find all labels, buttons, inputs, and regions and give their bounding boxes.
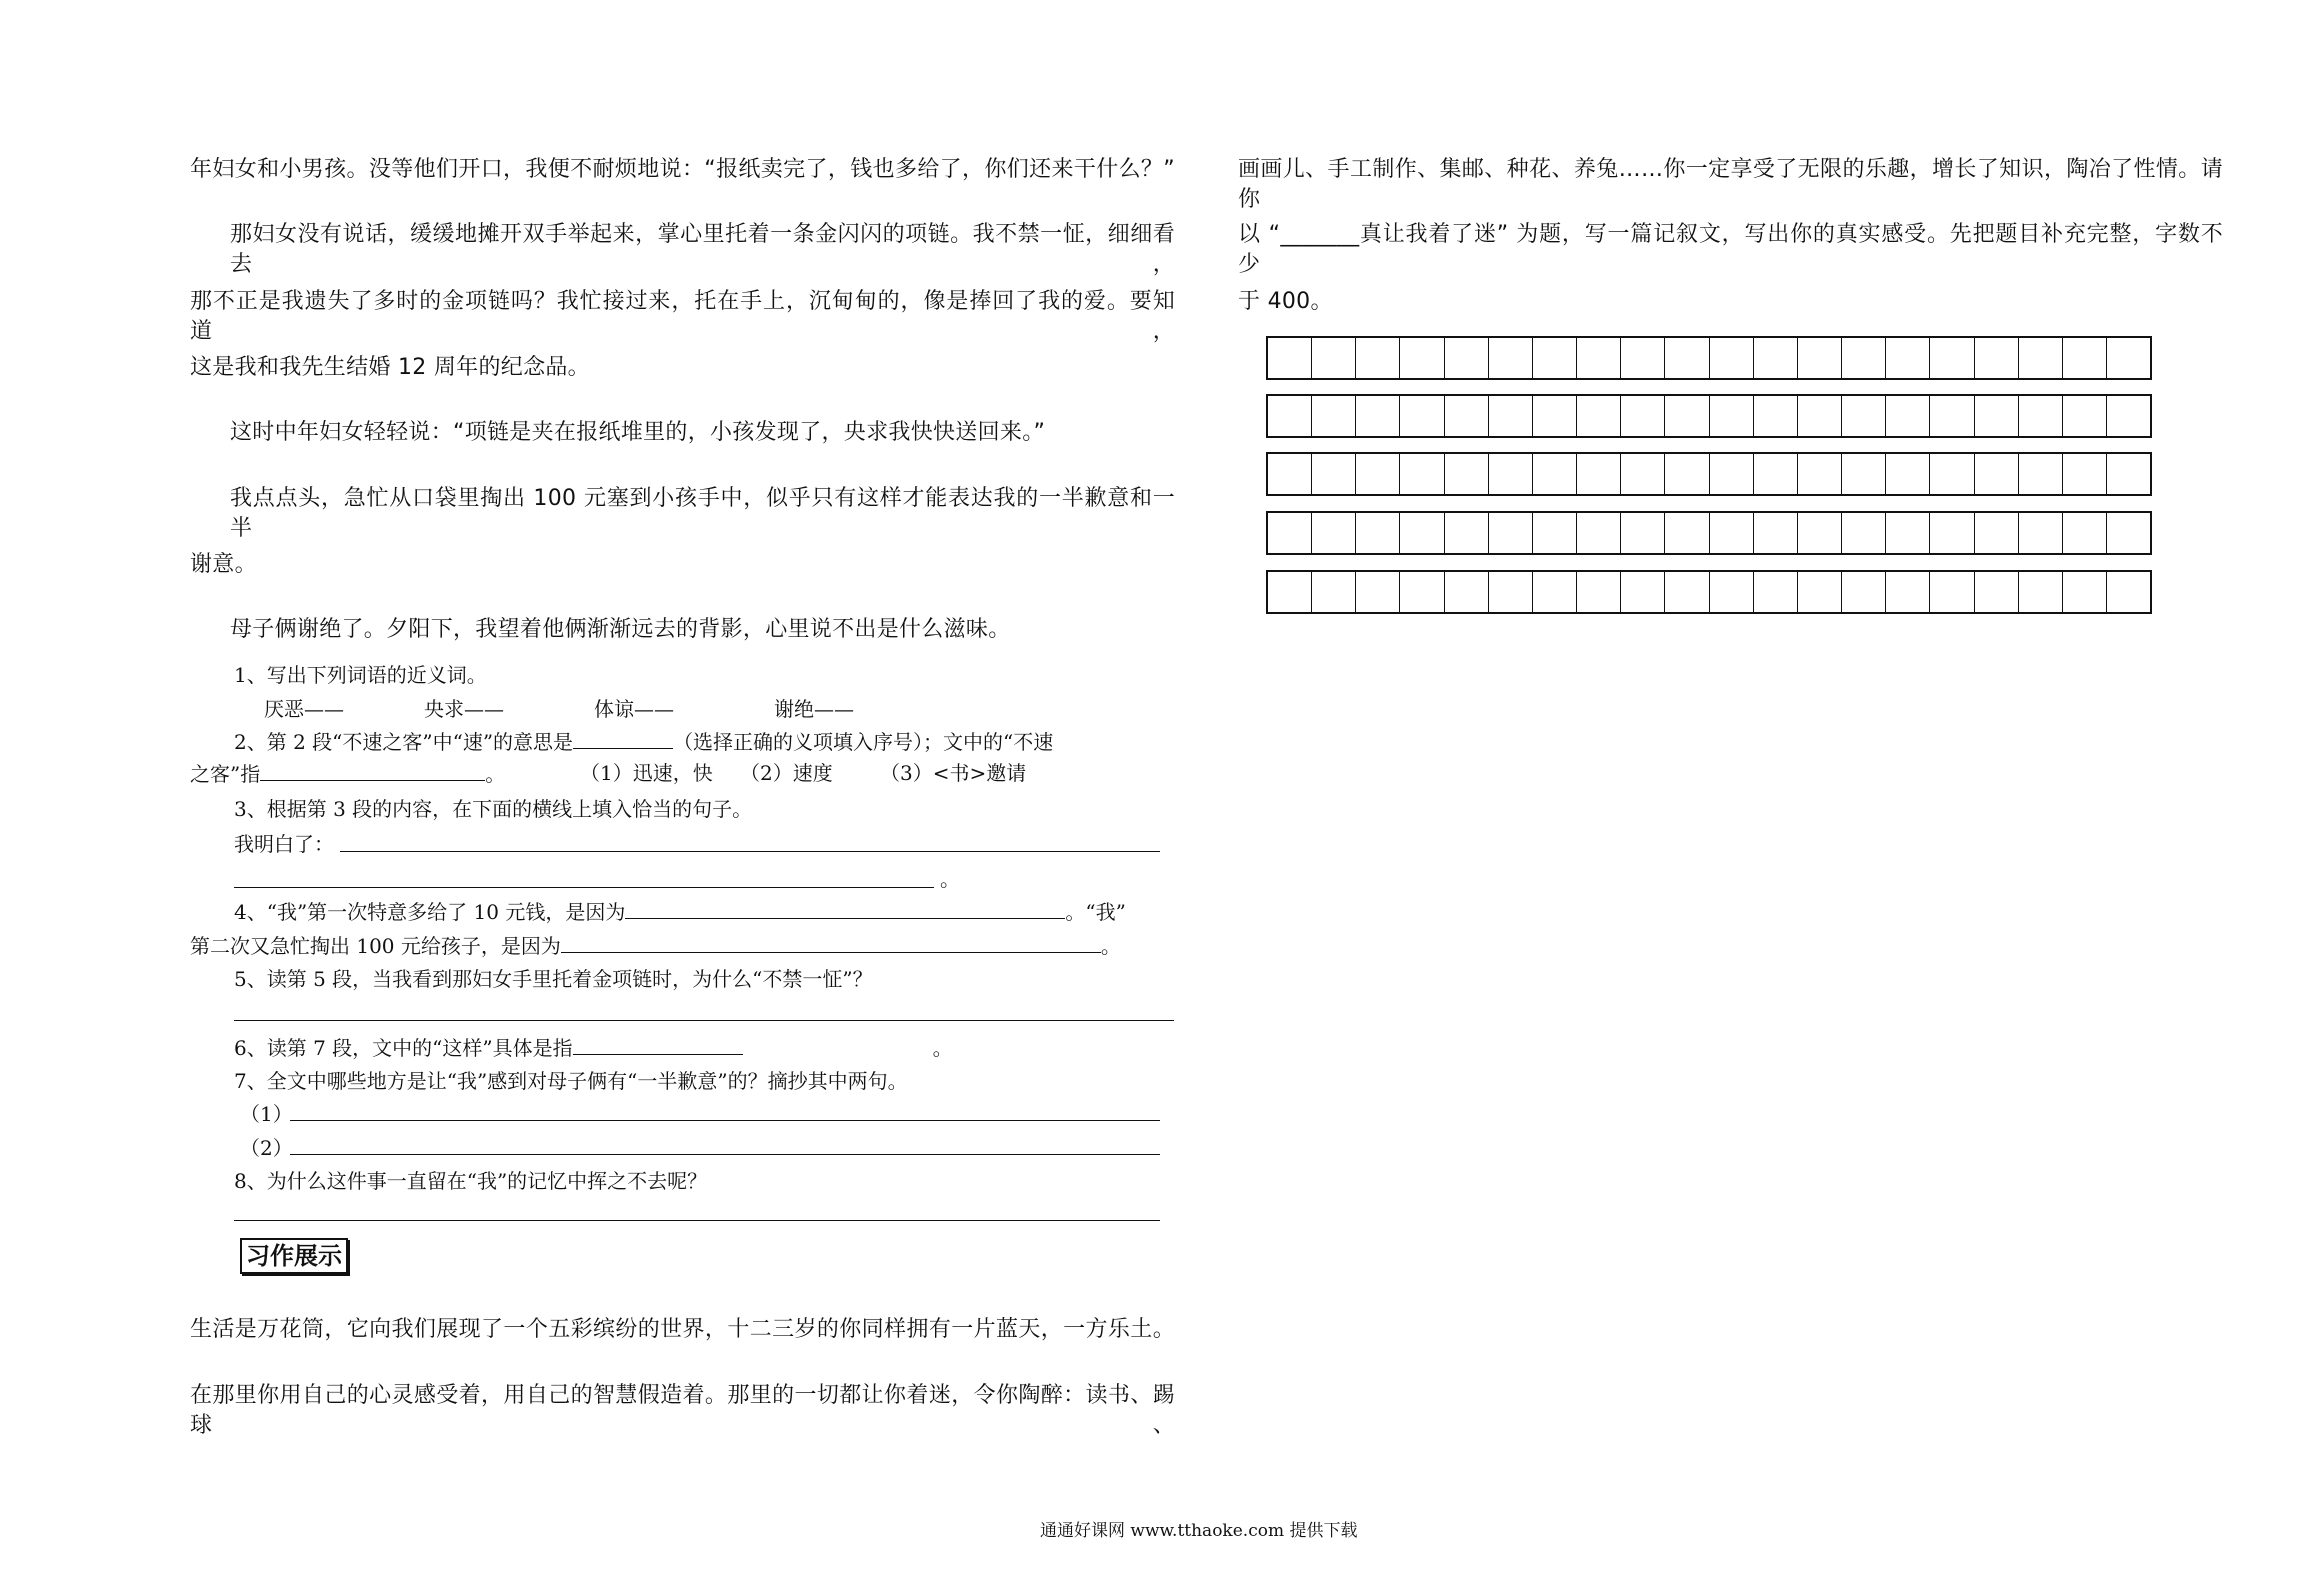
grid-cell[interactable] (1754, 338, 1798, 378)
grid-cell[interactable] (2019, 454, 2063, 494)
grid-cell[interactable] (1798, 396, 1842, 436)
grid-cell[interactable] (1665, 454, 1709, 494)
grid-cell[interactable] (1621, 338, 1665, 378)
synonym-word: 厌恶—— (264, 697, 344, 721)
grid-cell[interactable] (1710, 513, 1754, 553)
grid-cell[interactable] (1356, 396, 1400, 436)
question-4: 4、“我”第一次特意多给了 10 元钱，是因为 。“我” (234, 900, 1126, 924)
grid-cell[interactable] (1533, 454, 1577, 494)
paragraph: 画画儿、手工制作、集邮、种花、养兔……你一定享受了无限的乐趣，增长了知识，陶冶了性情。请你 (1238, 157, 2223, 212)
grid-cell[interactable] (1356, 572, 1400, 612)
answer-line[interactable] (290, 1120, 1160, 1121)
grid-cell[interactable] (2107, 454, 2150, 494)
grid-cell[interactable] (1489, 454, 1533, 494)
grid-cell[interactable] (1930, 454, 1974, 494)
grid-cell[interactable] (1754, 396, 1798, 436)
answer-blank[interactable] (573, 728, 673, 749)
grid-cell[interactable] (1400, 396, 1444, 436)
grid-cell[interactable] (1445, 338, 1489, 378)
grid-cell[interactable] (1975, 513, 2019, 553)
answer-label: （1） (240, 1102, 293, 1126)
question-6: 6、读第 7 段，文中的“这样”具体是指 。 (234, 1036, 953, 1060)
grid-cell[interactable] (1930, 338, 1974, 378)
grid-cell[interactable] (1754, 572, 1798, 612)
grid-cell[interactable] (1312, 338, 1356, 378)
grid-cell[interactable] (1400, 572, 1444, 612)
grid-cell[interactable] (1798, 454, 1842, 494)
question-5: 5、读第 5 段，当我看到那妇女手里托着金项链时，为什么“不禁一怔”？ (234, 967, 873, 991)
grid-cell[interactable] (1710, 572, 1754, 612)
grid-cell[interactable] (1886, 572, 1930, 612)
paragraph: 我点点头，急忙从口袋里掏出 100 元塞到小孩手中，似乎只有这样才能表达我的一半歉意和一半 (230, 486, 1175, 541)
grid-cell[interactable] (1268, 572, 1312, 612)
grid-cell[interactable] (1798, 338, 1842, 378)
grid-cell[interactable] (1754, 513, 1798, 553)
grid-cell[interactable] (1886, 454, 1930, 494)
paragraph: 这时中年妇女轻轻说：“项链是夹在报纸堆里的，小孩发现了，央求我快快送回来。” (230, 420, 1046, 445)
grid-cell[interactable] (1754, 454, 1798, 494)
paragraph: 那不正是我遗失了多时的金项链吗？我忙接过来，托在手上，沉甸甸的，像是捧回了我的爱。要知道， (190, 289, 1175, 344)
paragraph: 以 “_______真让我着了迷” 为题，写一篇记叙文，写出你的真实感受。先把题目补充完整，字数不少 (1238, 222, 2223, 277)
question-1: 1、写出下列词语的近义词。 (234, 663, 487, 687)
grid-cell[interactable] (1798, 572, 1842, 612)
grid-cell[interactable] (1489, 572, 1533, 612)
grid-cell[interactable] (1312, 454, 1356, 494)
question-4-cont: 第二次又急忙掏出 100 元给孩子，是因为 。 (190, 934, 1121, 958)
paragraph: 年妇女和小男孩。没等他们开口，我便不耐烦地说：“报纸卖完了，钱也多给了，你们还来干什么？” (190, 157, 1175, 182)
answer-line[interactable] (340, 851, 1160, 852)
grid-cell[interactable] (2019, 513, 2063, 553)
grid-cell[interactable] (1975, 454, 2019, 494)
grid-cell[interactable] (1400, 513, 1444, 553)
grid-cell[interactable] (1930, 572, 1974, 612)
grid-cell[interactable] (1577, 338, 1621, 378)
grid-cell[interactable] (1710, 396, 1754, 436)
grid-cell[interactable] (1621, 572, 1665, 612)
essay-paragraph: 在那里你用自己的心灵感受着，用自己的智慧假造着。那里的一切都让你着迷，令你陶醉：读书、踢球、 (190, 1383, 1175, 1438)
option: （3）<书>邀请 (880, 761, 1027, 785)
paragraph: 母子俩谢绝了。夕阳下，我望着他俩渐渐远去的背影，心里说不出是什么滋味。 (230, 617, 1011, 642)
option: （2）速度 (740, 761, 833, 785)
section-title: 习作展示 (240, 1238, 348, 1274)
grid-cell[interactable] (1710, 454, 1754, 494)
paragraph: 那妇女没有说话，缓缓地摊开双手举起来，掌心里托着一条金闪闪的项链。我不禁一怔，细细看去， (230, 222, 1175, 277)
grid-cell[interactable] (1577, 572, 1621, 612)
grid-cell[interactable] (1621, 513, 1665, 553)
grid-cell[interactable] (2107, 513, 2150, 553)
question-2-cont: 之客”指 。 (190, 762, 506, 786)
grid-cell[interactable] (1975, 338, 2019, 378)
grid-cell[interactable] (1710, 338, 1754, 378)
grid-row (1266, 511, 2152, 555)
grid-cell[interactable] (2063, 338, 2107, 378)
grid-cell[interactable] (1886, 338, 1930, 378)
answer-blank[interactable] (260, 760, 485, 781)
grid-cell[interactable] (1445, 513, 1489, 553)
grid-cell[interactable] (1842, 338, 1886, 378)
grid-row (1266, 336, 2152, 380)
grid-cell[interactable] (2063, 513, 2107, 553)
grid-cell[interactable] (1842, 513, 1886, 553)
answer-line[interactable] (234, 887, 934, 888)
grid-cell[interactable] (1665, 513, 1709, 553)
answer-blank[interactable] (561, 932, 1101, 953)
answer-line[interactable] (290, 1154, 1160, 1155)
grid-cell[interactable] (1268, 338, 1312, 378)
synonym-word: 体谅—— (594, 697, 674, 721)
grid-cell[interactable] (2019, 338, 2063, 378)
grid-cell[interactable] (1975, 396, 2019, 436)
grid-cell[interactable] (2019, 572, 2063, 612)
grid-cell[interactable] (1489, 513, 1533, 553)
grid-cell[interactable] (1356, 454, 1400, 494)
question-3-prefix: 我明白了： (234, 832, 334, 856)
paragraph: 于 400。 (1238, 289, 1333, 314)
grid-cell[interactable] (2107, 396, 2150, 436)
grid-cell[interactable] (1268, 454, 1312, 494)
synonym-word: 谢绝—— (774, 697, 854, 721)
grid-cell[interactable] (1842, 396, 1886, 436)
paragraph: 谢意。 (190, 552, 257, 577)
grid-cell[interactable] (1489, 338, 1533, 378)
answer-line[interactable] (234, 1220, 1160, 1221)
grid-cell[interactable] (1665, 396, 1709, 436)
footer: 通通好课网 www.tthaoke.com 提供下载 (1040, 1521, 1358, 1541)
grid-cell[interactable] (1842, 572, 1886, 612)
grid-cell[interactable] (1975, 572, 2019, 612)
question-2: 2、第 2 段“不速之客”中“速”的意思是 （选择正确的义项填入序号）；文中的“不速 (234, 730, 1054, 754)
paragraph: 这是我和我先生结婚 12 周年的纪念品。 (190, 355, 590, 380)
grid-cell[interactable] (1312, 513, 1356, 553)
grid-cell[interactable] (1533, 396, 1577, 436)
grid-cell[interactable] (2063, 454, 2107, 494)
grid-cell[interactable] (1665, 338, 1709, 378)
grid-cell[interactable] (1312, 572, 1356, 612)
grid-cell[interactable] (1577, 396, 1621, 436)
grid-cell[interactable] (1445, 572, 1489, 612)
grid-cell[interactable] (2063, 396, 2107, 436)
answer-blank[interactable] (625, 898, 1065, 919)
grid-cell[interactable] (1621, 396, 1665, 436)
grid-cell[interactable] (1886, 396, 1930, 436)
grid-row (1266, 570, 2152, 614)
grid-cell[interactable] (2019, 396, 2063, 436)
grid-cell[interactable] (1533, 513, 1577, 553)
question-3: 3、根据第 3 段的内容，在下面的横线上填入恰当的句子。 (234, 797, 753, 821)
grid-cell[interactable] (1268, 396, 1312, 436)
grid-cell[interactable] (1268, 513, 1312, 553)
grid-cell[interactable] (1798, 513, 1842, 553)
grid-cell[interactable] (1930, 396, 1974, 436)
grid-cell[interactable] (1577, 454, 1621, 494)
grid-cell[interactable] (1356, 338, 1400, 378)
grid-cell[interactable] (1489, 396, 1533, 436)
answer-line[interactable] (234, 1020, 1174, 1021)
question-7: 7、全文中哪些地方是让“我”感到对母子俩有“一半歉意”的？摘抄其中两句。 (234, 1069, 908, 1093)
grid-row (1266, 452, 2152, 496)
grid-cell[interactable] (2107, 572, 2150, 612)
grid-cell[interactable] (1445, 454, 1489, 494)
grid-cell[interactable] (1665, 572, 1709, 612)
grid-cell[interactable] (1930, 513, 1974, 553)
grid-cell[interactable] (2063, 572, 2107, 612)
essay-paragraph: 生活是万花筒，它向我们展现了一个五彩缤纷的世界，十二三岁的你同样拥有一片蓝天，一方乐土。 (190, 1317, 1175, 1342)
grid-cell[interactable] (1842, 454, 1886, 494)
grid-cell[interactable] (1400, 454, 1444, 494)
answer-label: （2） (240, 1136, 293, 1160)
synonym-word: 央求—— (424, 697, 504, 721)
grid-cell[interactable] (1400, 338, 1444, 378)
grid-cell[interactable] (1621, 454, 1665, 494)
period: 。 (940, 867, 960, 891)
grid-cell[interactable] (1312, 396, 1356, 436)
question-8: 8、为什么这件事一直留在“我”的记忆中挥之不去呢？ (234, 1169, 708, 1193)
grid-cell[interactable] (2107, 338, 2150, 378)
answer-blank[interactable] (573, 1034, 743, 1055)
grid-cell[interactable] (1356, 513, 1400, 553)
option: （1）迅速，快 (580, 761, 713, 785)
grid-cell[interactable] (1533, 338, 1577, 378)
grid-cell[interactable] (1445, 396, 1489, 436)
grid-cell[interactable] (1533, 572, 1577, 612)
grid-cell[interactable] (1886, 513, 1930, 553)
grid-cell[interactable] (1577, 513, 1621, 553)
grid-row (1266, 394, 2152, 438)
